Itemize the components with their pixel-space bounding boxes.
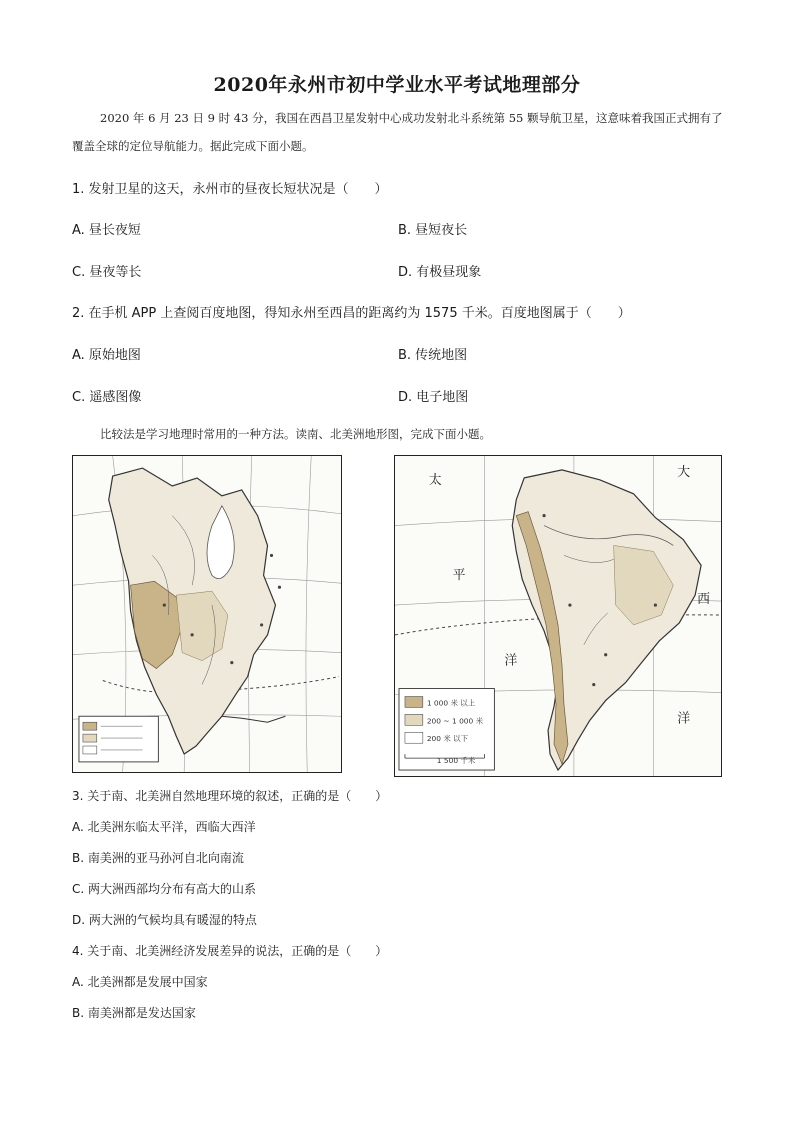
question-3-stem: 3. 关于南、北美洲自然地理环境的叙述，正确的是（ ） — [72, 789, 388, 803]
question-2-option-a[interactable]: A. 原始地图 — [72, 348, 141, 363]
label-atlantic-1: 大 — [677, 464, 691, 480]
south-america-map-graphic — [395, 456, 721, 776]
legend-mid: 200 ~ 1 000 米 — [426, 716, 484, 726]
label-atlantic-2: 西 — [697, 592, 711, 608]
label-pacific-1: 太 — [428, 472, 442, 488]
question-2-option-d[interactable]: D. 电子地图 — [398, 390, 469, 405]
page-title: 2020年永州市初中学业水平考试地理部分 — [213, 74, 581, 96]
legend-low: 200 米 以下 — [426, 734, 469, 744]
label-pacific-2: 平 — [452, 568, 466, 584]
legend-high: 1 000 米 以上 — [426, 698, 476, 708]
question-1-option-d[interactable]: D. 有极昼现象 — [398, 265, 482, 280]
question-4-option-a[interactable]: A. 北美洲都是发展中国家 — [72, 975, 208, 989]
intro-paragraph-satellite: 2020 年 6 月 23 日 9 时 43 分，我国在西昌卫星发射中心成功发射北斗系统第 55 颗导航卫星，这意味着我国正式拥有了覆盖全球的定位导航能力。据此完成下面小题。 — [72, 111, 723, 153]
question-3-option-b[interactable]: B. 南美洲的亚马孙河自北向南流 — [72, 851, 244, 865]
question-4-stem: 4. 关于南、北美洲经济发展差异的说法，正确的是（ ） — [72, 944, 388, 958]
scale-label: 1 500 千米 — [436, 756, 476, 766]
question-3-option-d[interactable]: D. 两大洲的气候均具有暖湿的特点 — [72, 913, 257, 927]
question-2-stem: 2. 在手机 APP 上查阅百度地图，得知永州至西昌的距离约为 1575 千米。百度地图属于（ ） — [72, 306, 631, 321]
label-atlantic-3: 洋 — [677, 711, 691, 727]
question-1-stem: 1. 发射卫星的这天，永州市的昼夜长短状况是（ ） — [72, 182, 388, 197]
question-1-option-b[interactable]: B. 昼短夜长 — [398, 223, 468, 238]
label-pacific-3: 洋 — [504, 653, 518, 669]
north-america-map-graphic — [73, 456, 341, 772]
question-1-option-a[interactable]: A. 昼长夜短 — [72, 223, 141, 238]
question-4-option-b[interactable]: B. 南美洲都是发达国家 — [72, 1006, 196, 1020]
question-3-option-a[interactable]: A. 北美洲东临太平洋，西临大西洋 — [72, 820, 256, 834]
south-america-map — [394, 455, 722, 777]
north-america-map — [72, 455, 342, 773]
question-3-option-c[interactable]: C. 两大洲西部均分布有高大的山系 — [72, 882, 257, 896]
question-2-option-c[interactable]: C. 遥感图像 — [72, 390, 142, 405]
question-2-option-b[interactable]: B. 传统地图 — [398, 348, 468, 363]
question-1-option-c[interactable]: C. 昼夜等长 — [72, 265, 142, 280]
intro-paragraph-americas: 比较法是学习地理时常用的一种方法。读南、北美洲地形图，完成下面小题。 — [100, 427, 491, 441]
